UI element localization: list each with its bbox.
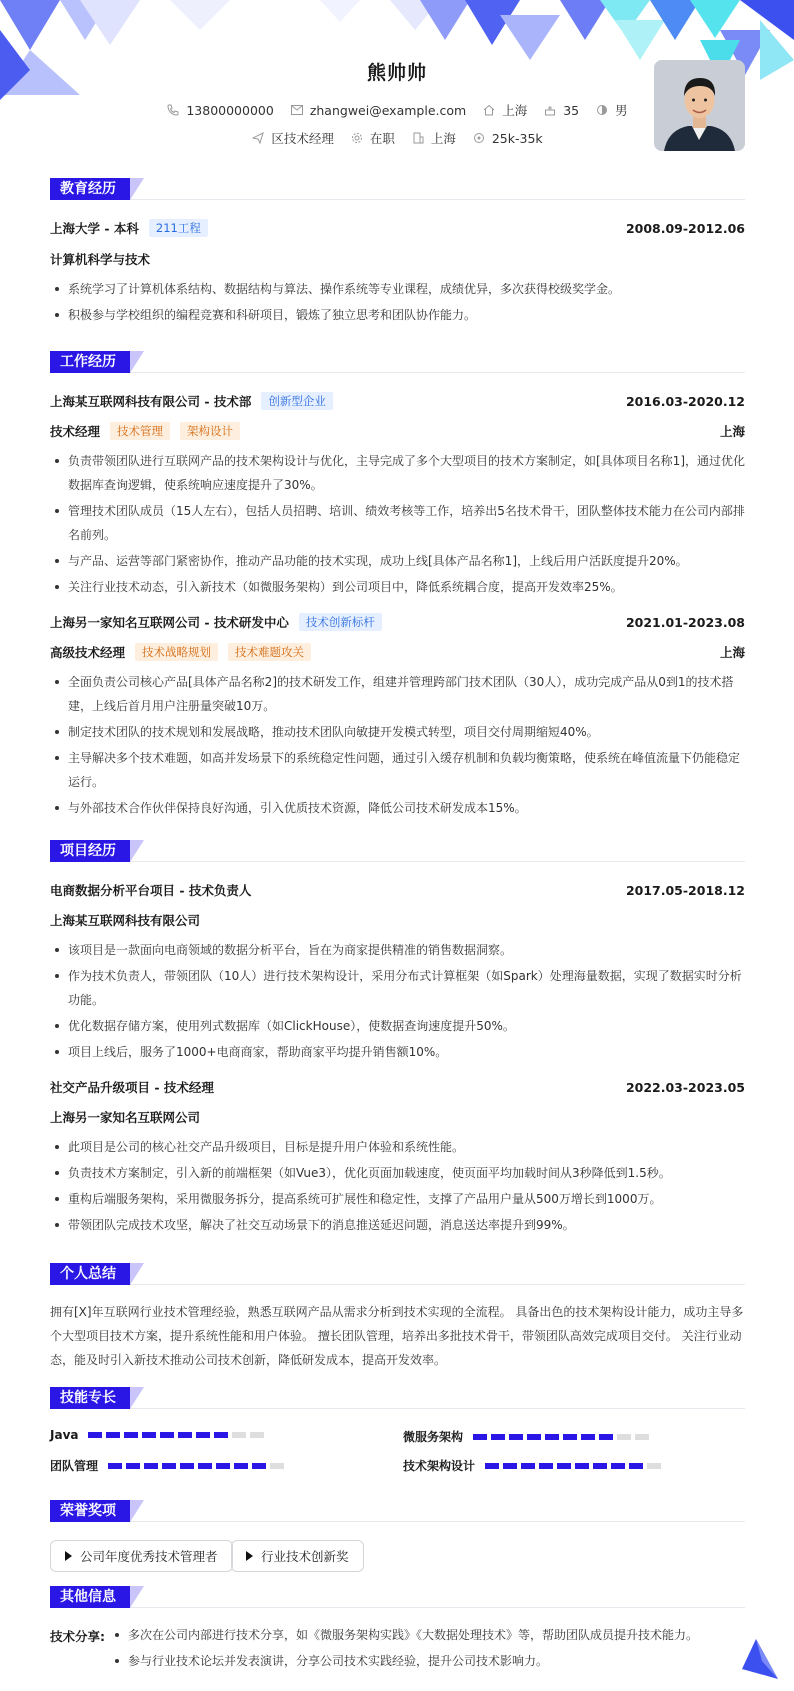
project-header-2 (50, 1078, 745, 1096)
skill-level-segment (178, 1432, 192, 1438)
skill-level-segment (198, 1463, 212, 1469)
settings-icon (350, 131, 364, 145)
skill-level-segment (214, 1432, 228, 1438)
list-item: 负责技术方案制定，引入新的前端框架（如Vue3），优化页面加载速度，使页面平均加载时间从3秒降低到1.5秒。 (50, 1161, 745, 1185)
section-project (50, 840, 745, 862)
list-item: 关注行业技术动态，引入新技术（如微服务架构）到公司项目中，降低系统耦合度，提高开发效率25%。 (50, 575, 745, 599)
salary-item (472, 129, 543, 147)
skill-level-segment (539, 1463, 553, 1469)
coin-icon (472, 131, 486, 145)
age-text: 35 (563, 102, 580, 118)
list-item: 全面负责公司核心产品[具体产品名称2]的技术研发工作，组建并管理跨部门技术团队（30人），成功完成产品从0到1的技术搭建，上线后首月用户注册量突破10万。 (50, 670, 745, 718)
skill-level-segment (545, 1434, 559, 1440)
other-bullets (110, 1623, 745, 1675)
skill-tag: 技术难题攻关 (228, 643, 311, 661)
skill-tag: 技术战略规划 (135, 643, 218, 661)
gender-icon (595, 103, 609, 117)
project-company-row-2 (50, 1108, 745, 1126)
section-title: 技能专长 (50, 1387, 130, 1409)
skill-level-segment (509, 1434, 523, 1440)
position-text: 区技术经理 (271, 131, 334, 146)
age-item (543, 101, 579, 119)
work-date: 2016.03-2020.12 (625, 393, 745, 409)
building-icon (411, 131, 425, 145)
cake-icon (543, 103, 557, 117)
skill-item (403, 1428, 649, 1445)
skill-level-segment (142, 1432, 156, 1438)
skill-level-segment (234, 1463, 248, 1469)
skill-level-segment (599, 1434, 613, 1440)
skill-level-segment (124, 1432, 138, 1438)
skill-level-segment (617, 1434, 631, 1440)
skill-level-segment (270, 1463, 284, 1469)
work-bullets-2 (50, 670, 745, 822)
skill-name: Java (50, 1428, 79, 1442)
city-item (482, 101, 527, 119)
award-name: 行业技术创新奖 (261, 1549, 349, 1564)
section-other (50, 1586, 745, 1608)
list-item: 重构后端服务架构，采用微服务拆分，提高系统可扩展性和稳定性，支撑了产品用户量从500万增长到1000万。 (50, 1187, 745, 1211)
section-title: 教育经历 (50, 178, 130, 200)
education-major-row (50, 250, 745, 268)
skill-level-segment (527, 1434, 541, 1440)
project-company-row-1 (50, 911, 745, 929)
summary-text: 拥有[X]年互联网行业技术管理经验，熟悉互联网产品从需求分析到技术实现的全流程。 具备出色的技术架构设计能力，成功主导多个大型项目技术方案，提升系统性能和用户体验。 擅长团队管理，培养出多批技术骨干，带领团队高效完成项目交付。 关注行业动态，能及时引入新技术推动公司技术创新，降低研发成本，提高开发效率。 (50, 1305, 744, 1367)
company-name: 上海某互联网科技有限公司 - 技术部 (50, 394, 252, 409)
job-title: 高级技术经理 (50, 645, 126, 660)
skill-item (403, 1457, 661, 1474)
avatar-photo (654, 60, 745, 151)
skill-level-segment (126, 1463, 140, 1469)
project-name: 社交产品升级项目 - 技术经理 (50, 1080, 214, 1095)
skill-level-segment (162, 1463, 176, 1469)
job-title: 技术经理 (50, 424, 101, 439)
skill-level-segment (216, 1463, 230, 1469)
skill-level-segment (491, 1434, 505, 1440)
salary-text: 25k-35k (491, 130, 543, 146)
target-city-item (411, 129, 456, 147)
list-item: 该项目是一款面向电商领域的数据分析平台，旨在为商家提供精准的销售数据洞察。 (50, 938, 745, 962)
work-header-2 (50, 613, 745, 631)
section-title: 个人总结 (50, 1263, 130, 1285)
work-date: 2021.01-2023.08 (625, 614, 745, 630)
list-item: 管理技术团队成员（15人左右），包括人员招聘、培训、绩效考核等工作，培养出5名技术骨干，团队整体技术能力在公司内部排名前列。 (50, 499, 745, 547)
phone-text: 13800000000 (186, 102, 274, 118)
skill-level-segment (180, 1463, 194, 1469)
skill-level-segment (611, 1463, 625, 1469)
list-item: 多次在公司内部进行技术分享，如《微服务架构实践》《大数据处理技术》等，帮助团队成员提升技术能力。 (110, 1623, 745, 1647)
skill-level-segment (563, 1434, 577, 1440)
skill-item (50, 1428, 264, 1442)
section-education (50, 178, 745, 200)
skill-name: 微服务架构 (403, 1430, 464, 1444)
section-skills (50, 1387, 745, 1409)
skill-level-segment (88, 1432, 102, 1438)
list-item: 与外部技术合作伙伴保持良好沟通，引入优质技术资源，降低公司技术研发成本15%。 (50, 796, 745, 820)
list-item: 与产品、运营等部门紧密协作，推动产品功能的技术实现，成功上线[具体产品名称1]，上线后用户活跃度提升20%。 (50, 549, 745, 573)
project-date: 2022.03-2023.05 (625, 1079, 745, 1095)
education-date: 2008.09-2012.06 (625, 220, 745, 236)
skill-level-bar (485, 1463, 661, 1469)
email-text: zhangwei@example.com (309, 102, 467, 118)
work-bullets-1 (50, 449, 745, 601)
skill-level-segment (144, 1463, 158, 1469)
award-item (50, 1540, 233, 1572)
company-tag: 创新型企业 (261, 392, 333, 410)
list-item: 项目上线后，服务了1000+电商商家，帮助商家平均提升销售额10%。 (50, 1040, 745, 1064)
skill-level-segment (593, 1463, 607, 1469)
skill-level-segment (521, 1463, 535, 1469)
skill-item (50, 1457, 284, 1474)
skill-level-segment (581, 1434, 595, 1440)
company-name: 上海另一家知名互联网公司 - 技术研发中心 (50, 615, 289, 630)
section-work (50, 351, 745, 373)
list-item: 作为技术负责人，带领团队（10人）进行技术架构设计，采用分布式计算框架（如Spark）处理海量数据，实现了数据实时分析功能。 (50, 964, 745, 1012)
skill-level-segment (647, 1463, 661, 1469)
skill-level-segment (629, 1463, 643, 1469)
project-date: 2017.05-2018.12 (625, 882, 745, 898)
phone-icon (166, 103, 180, 117)
project-bullets-2 (50, 1135, 745, 1239)
education-bullets (50, 277, 745, 329)
status-text: 在职 (369, 131, 395, 146)
project-bullets-1 (50, 938, 745, 1066)
skill-tag: 架构设计 (180, 422, 240, 440)
list-item: 优化数据存储方案，使用列式数据库（如ClickHouse），使数据查询速度提升50%。 (50, 1014, 745, 1038)
list-item: 带领团队完成技术攻坚，解决了社交互动场景下的消息推送延迟问题，消息送达率提升到99%。 (50, 1213, 745, 1237)
list-item: 参与行业技术论坛并发表演讲，分享公司技术实践经验，提升公司技术影响力。 (110, 1649, 745, 1673)
skill-level-segment (575, 1463, 589, 1469)
skill-level-segment (503, 1463, 517, 1469)
home-icon (482, 103, 496, 117)
section-title: 荣誉奖项 (50, 1500, 130, 1522)
skill-level-segment (557, 1463, 571, 1469)
school-name: 上海大学 - 本科 (50, 221, 139, 236)
mail-icon (290, 103, 304, 117)
project-header-1 (50, 881, 745, 899)
section-summary (50, 1263, 745, 1285)
send-icon (251, 131, 265, 145)
skill-level-segment (232, 1432, 246, 1438)
section-title: 项目经历 (50, 840, 130, 862)
section-title: 工作经历 (50, 351, 130, 373)
education-header (50, 219, 745, 237)
gender-text: 男 (615, 103, 628, 118)
list-item: 系统学习了计算机体系结构、数据结构与算法、操作系统等专业课程，成绩优异，多次获得校级奖学金。 (50, 277, 745, 301)
skill-level-bar (108, 1463, 284, 1469)
other-label: 技术分享: (50, 1629, 105, 1644)
major: 计算机科学与技术 (50, 252, 151, 267)
play-triangle-icon (65, 1551, 72, 1561)
project-company: 上海另一家知名互联网公司 (50, 1110, 201, 1125)
skill-level-segment (108, 1463, 122, 1469)
work-city: 上海 (719, 645, 745, 660)
candidate-name: 熊帅帅 (366, 62, 427, 84)
award-name: 公司年度优秀技术管理者 (80, 1549, 218, 1564)
target-city-text: 上海 (430, 131, 456, 146)
section-awards (50, 1500, 745, 1522)
work-city: 上海 (719, 424, 745, 439)
section-title: 其他信息 (50, 1586, 130, 1608)
project-name: 电商数据分析平台项目 - 技术负责人 (50, 883, 252, 898)
skill-level-segment (106, 1432, 120, 1438)
list-item: 此项目是公司的核心社交产品升级项目，目标是提升用户体验和系统性能。 (50, 1135, 745, 1159)
list-item: 制定技术团队的技术规划和发展战略，推动技术团队向敏捷开发模式转型，项目交付周期缩短40%。 (50, 720, 745, 744)
skill-name: 团队管理 (50, 1459, 99, 1473)
skill-level-segment (252, 1463, 266, 1469)
status-item (350, 129, 395, 147)
list-item: 积极参与学校组织的编程竞赛和科研项目，锻炼了独立思考和团队协作能力。 (50, 303, 745, 327)
skill-level-segment (485, 1463, 499, 1469)
work-header-1 (50, 392, 745, 410)
city-text: 上海 (502, 103, 528, 118)
skill-level-bar (88, 1432, 264, 1438)
phone-item (166, 101, 273, 119)
email-item (290, 101, 466, 119)
list-item: 主导解决多个技术难题，如高并发场景下的系统稳定性问题，通过引入缓存机制和负载均衡策略，使系统在峰值流量下仍能稳定运行。 (50, 746, 745, 794)
gender-item (595, 101, 628, 119)
school-tag: 211工程 (149, 219, 208, 237)
skill-level-segment (196, 1432, 210, 1438)
skill-level-segment (160, 1432, 174, 1438)
play-triangle-icon (246, 1551, 253, 1561)
corner-decoration (742, 1639, 778, 1679)
skill-tag: 技术管理 (110, 422, 170, 440)
award-item (231, 1540, 364, 1572)
skill-name: 技术架构设计 (403, 1459, 476, 1473)
position-item (251, 129, 334, 147)
project-company: 上海某互联网科技有限公司 (50, 913, 201, 928)
skill-level-segment (250, 1432, 264, 1438)
work-title-row-2 (50, 643, 745, 661)
list-item: 负责带领团队进行互联网产品的技术架构设计与优化，主导完成了多个大型项目的技术方案制定，如[具体项目名称1]，通过优化数据库查询逻辑，使系统响应速度提升了30%。 (50, 449, 745, 497)
skill-level-segment (635, 1434, 649, 1440)
skill-level-bar (473, 1434, 649, 1440)
skill-level-segment (473, 1434, 487, 1440)
company-tag: 技术创新标杆 (299, 613, 382, 631)
work-title-row-1 (50, 422, 745, 440)
